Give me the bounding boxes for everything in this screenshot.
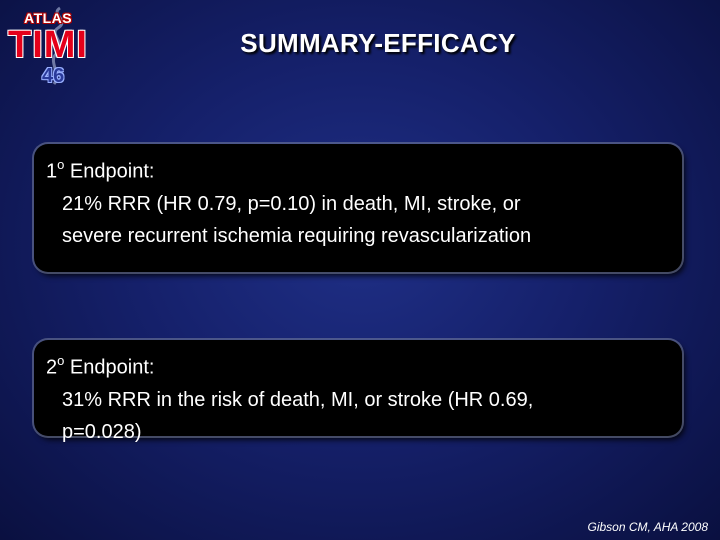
secondary-endpoint-box [34,340,682,443]
secondary-endpoint-line2: p=0.028) [62,420,142,443]
slide-title: SUMMARY-EFFICACY [240,28,516,58]
secondary-endpoint-label: Endpoint: [64,356,155,379]
primary-endpoint-box [34,144,682,272]
secondary-endpoint-line1: 31% RRR in the risk of death, MI, or stroke (HR 0.69, [62,388,534,411]
logo-atlas-text: ATLAS [24,10,73,26]
secondary-endpoint-superscript: o [57,353,65,368]
primary-endpoint-line1: 21% RRR (HR 0.79, p=0.10) in death, MI, stroke, or [62,192,521,215]
primary-endpoint-superscript: o [57,157,65,172]
primary-endpoint-heading [46,150,672,188]
secondary-endpoint-number: 2 [46,356,58,379]
secondary-endpoint-heading [46,346,672,384]
primary-endpoint-line2: severe recurrent ischemia requiring revascularization [62,224,532,247]
primary-endpoint-label: Endpoint: [64,160,155,183]
citation-footer: Gibson CM, AHA 2008 [587,520,708,534]
primary-endpoint-number: 1 [46,160,58,183]
logo-number: 46 [42,65,65,87]
logo-timi-text: TIMI [8,24,88,66]
